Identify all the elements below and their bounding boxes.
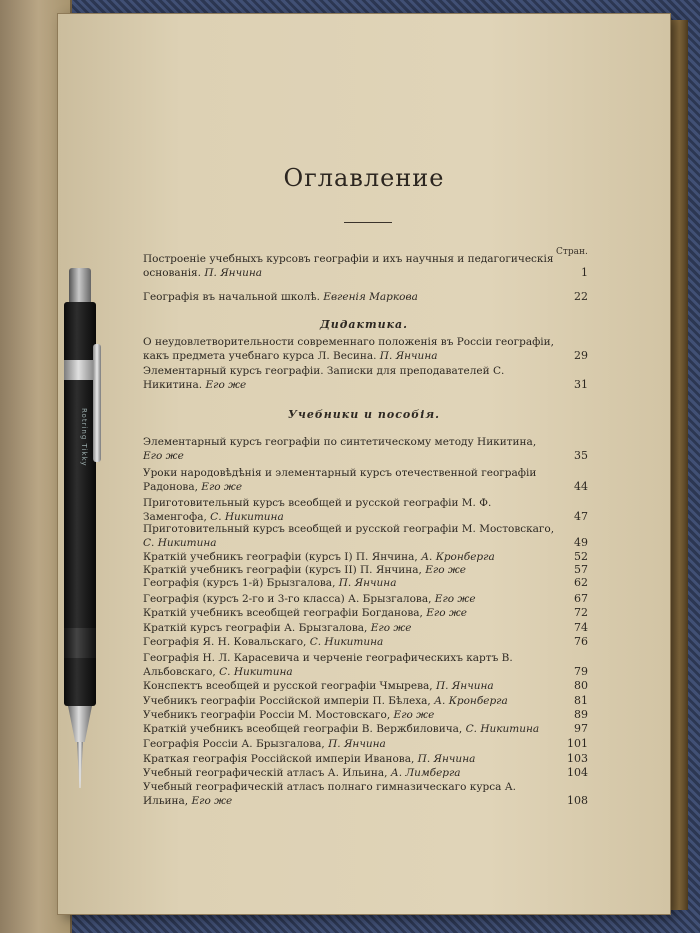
entry-author: Евгенія Маркова	[323, 291, 418, 303]
entry-page: 47	[574, 510, 588, 523]
entry-page: 79	[574, 665, 588, 678]
entry-title: Построеніе учебныхъ курсовъ географіи и ихъ научныя и педагогическія основанія.	[143, 253, 554, 279]
entry-author: С. Никитина	[465, 723, 540, 735]
title-divider	[344, 222, 392, 223]
entry-author: Его же	[191, 795, 233, 807]
toc-entry	[143, 708, 588, 722]
entry-page: 104	[567, 766, 588, 779]
entry-page: 44	[574, 480, 588, 493]
toc-entry	[143, 722, 588, 736]
entry-page: 108	[567, 794, 588, 807]
entry-author: А. Кронберга	[434, 695, 508, 707]
toc-entry	[143, 335, 588, 363]
entry-page: 101	[567, 737, 588, 750]
entry-title: Географія Я. Н. Ковальскаго,	[143, 636, 307, 648]
mechanical-pencil	[60, 268, 100, 788]
toc-entry	[143, 635, 588, 649]
entry-page: 72	[574, 606, 588, 619]
toc-entry	[143, 576, 588, 590]
entry-author: П. Янчина	[417, 753, 476, 765]
toc-entry	[143, 550, 588, 564]
pencil-lead	[77, 742, 83, 788]
entry-title: Краткая географія Россійской имперіи Иванова,	[143, 753, 415, 765]
page-title: Оглавление	[283, 164, 445, 192]
entry-title: Краткій учебникъ всеобщей географіи В. Вержбиловича,	[143, 723, 463, 735]
entry-page: 81	[574, 694, 588, 707]
entry-page: 1	[581, 266, 588, 279]
toc-entry	[143, 435, 588, 463]
entry-author: П. Янчина	[435, 680, 494, 692]
entry-title: Конспектъ всеобщей и русской географіи Чмырева,	[143, 680, 433, 692]
entry-title: Краткій учебникъ всеобщей географіи Богданова,	[143, 607, 423, 619]
toc-entry	[143, 496, 588, 524]
entry-author: А. Кронберга	[421, 551, 495, 563]
entry-author: П. Янчина	[204, 267, 263, 279]
entry-author: П. Янчина	[379, 350, 438, 362]
entry-page: 52	[574, 550, 588, 563]
entry-title: Учебный географическій атласъ полнаго гимназическаго курса А. Ильина,	[143, 781, 516, 807]
entry-author: Его же	[143, 450, 184, 462]
toc-entry	[143, 466, 588, 494]
entry-page: 67	[574, 592, 588, 605]
toc-entry	[143, 522, 588, 550]
entry-title: Краткій учебникъ географіи (курсъ I) П. Янчина,	[143, 551, 418, 563]
toc-entry	[143, 752, 588, 766]
pencil-grip	[64, 628, 96, 658]
pencil-cap	[69, 268, 91, 302]
section-heading: Дидактика.	[319, 318, 409, 331]
entry-page: 76	[574, 635, 588, 648]
entry-page: 74	[574, 621, 588, 634]
entry-page: 103	[567, 752, 588, 765]
entry-author: С. Никитина	[143, 537, 217, 549]
toc-entry	[143, 694, 588, 708]
entry-title: Элементарный курсъ географіи. Записки для преподавателей С. Никитина.	[143, 365, 505, 391]
toc-entry	[143, 252, 588, 280]
entry-title: Учебникъ географіи Россіи М. Мостовскаго,	[143, 709, 391, 721]
entry-title: Приготовительный курсъ всеобщей и русской географіи М. Ф. Заменгофа,	[143, 497, 492, 523]
toc-entry	[143, 679, 588, 693]
entry-title: Элементарный курсъ географіи по синтетическому методу Никитина,	[143, 436, 537, 448]
entry-title: Уроки народовѣдѣнія и элементарный курсъ отечественной географіи Радонова,	[143, 467, 537, 493]
entry-title: Географія Н. Л. Карасевича и черченіе географическихъ картъ В. Альбовскаго,	[143, 652, 513, 678]
page-column-label: Стран.	[556, 247, 588, 257]
entry-author: Его же	[434, 593, 476, 605]
toc-entry	[143, 290, 588, 304]
pencil-tip	[68, 706, 92, 742]
toc-entry	[143, 606, 588, 620]
entry-author: Его же	[426, 607, 468, 619]
entry-page: 22	[574, 290, 588, 303]
toc-entry	[143, 651, 588, 679]
entry-title: Учебный географическій атласъ А. Ильина,	[143, 767, 388, 779]
entry-title: Географія (курсъ 2-го и 3-го класса) А. Брызгалова,	[143, 593, 432, 605]
entry-page: 97	[574, 722, 588, 735]
entry-page: 57	[574, 563, 588, 576]
entry-author: П. Янчина	[328, 738, 386, 750]
entry-title: Учебникъ географіи Россійской имперіи П. Бѣлеха,	[143, 695, 431, 707]
entry-title: Краткій учебникъ географіи (курсъ II) П. Янчина,	[143, 564, 422, 576]
entry-author: Его же	[393, 709, 435, 721]
section-heading: Учебники и пособія.	[288, 408, 440, 421]
pencil-brand-text: Rotring Tikky	[80, 408, 88, 467]
entry-author: С. Никитина	[219, 666, 293, 678]
entry-title: Географія Россіи А. Брызгалова,	[143, 738, 325, 750]
toc-entry	[143, 780, 588, 808]
entry-author: Его же	[425, 564, 466, 576]
toc-entry	[143, 737, 588, 751]
entry-author: Его же	[201, 481, 243, 493]
entry-author: Его же	[205, 379, 247, 391]
entry-page: 29	[574, 349, 588, 362]
toc-entry	[143, 592, 588, 606]
toc-entry	[143, 766, 588, 780]
entry-page: 35	[574, 449, 588, 462]
entry-title: Географія въ начальной школѣ.	[143, 291, 320, 303]
entry-author: Его же	[370, 622, 412, 634]
pencil-band	[64, 360, 96, 380]
entry-author: С. Никитина	[210, 511, 284, 523]
toc-entry	[143, 364, 588, 392]
entry-page: 49	[574, 536, 588, 549]
entry-author: А. Лимберга	[390, 767, 461, 779]
entry-title: Краткій курсъ географіи А. Брызгалова,	[143, 622, 368, 634]
pencil-clip	[93, 344, 101, 462]
entry-page: 80	[574, 679, 588, 692]
entry-page: 89	[574, 708, 588, 721]
entry-author: С. Никитина	[309, 636, 384, 648]
entry-page: 31	[574, 378, 588, 391]
entry-title: О неудовлетворительности современнаго положенія въ Россіи географіи, какъ предмета учебнаго курса Л. Весина.	[143, 336, 554, 362]
entry-title: Географія (курсъ 1-й) Брызгалова,	[143, 577, 336, 589]
entry-page: 62	[574, 576, 588, 589]
toc-entry	[143, 621, 588, 635]
entry-title: Приготовительный курсъ всеобщей и русской географіи М. Мостовскаго,	[143, 523, 555, 535]
entry-author: П. Янчина	[338, 577, 397, 589]
toc-entry	[143, 563, 588, 577]
